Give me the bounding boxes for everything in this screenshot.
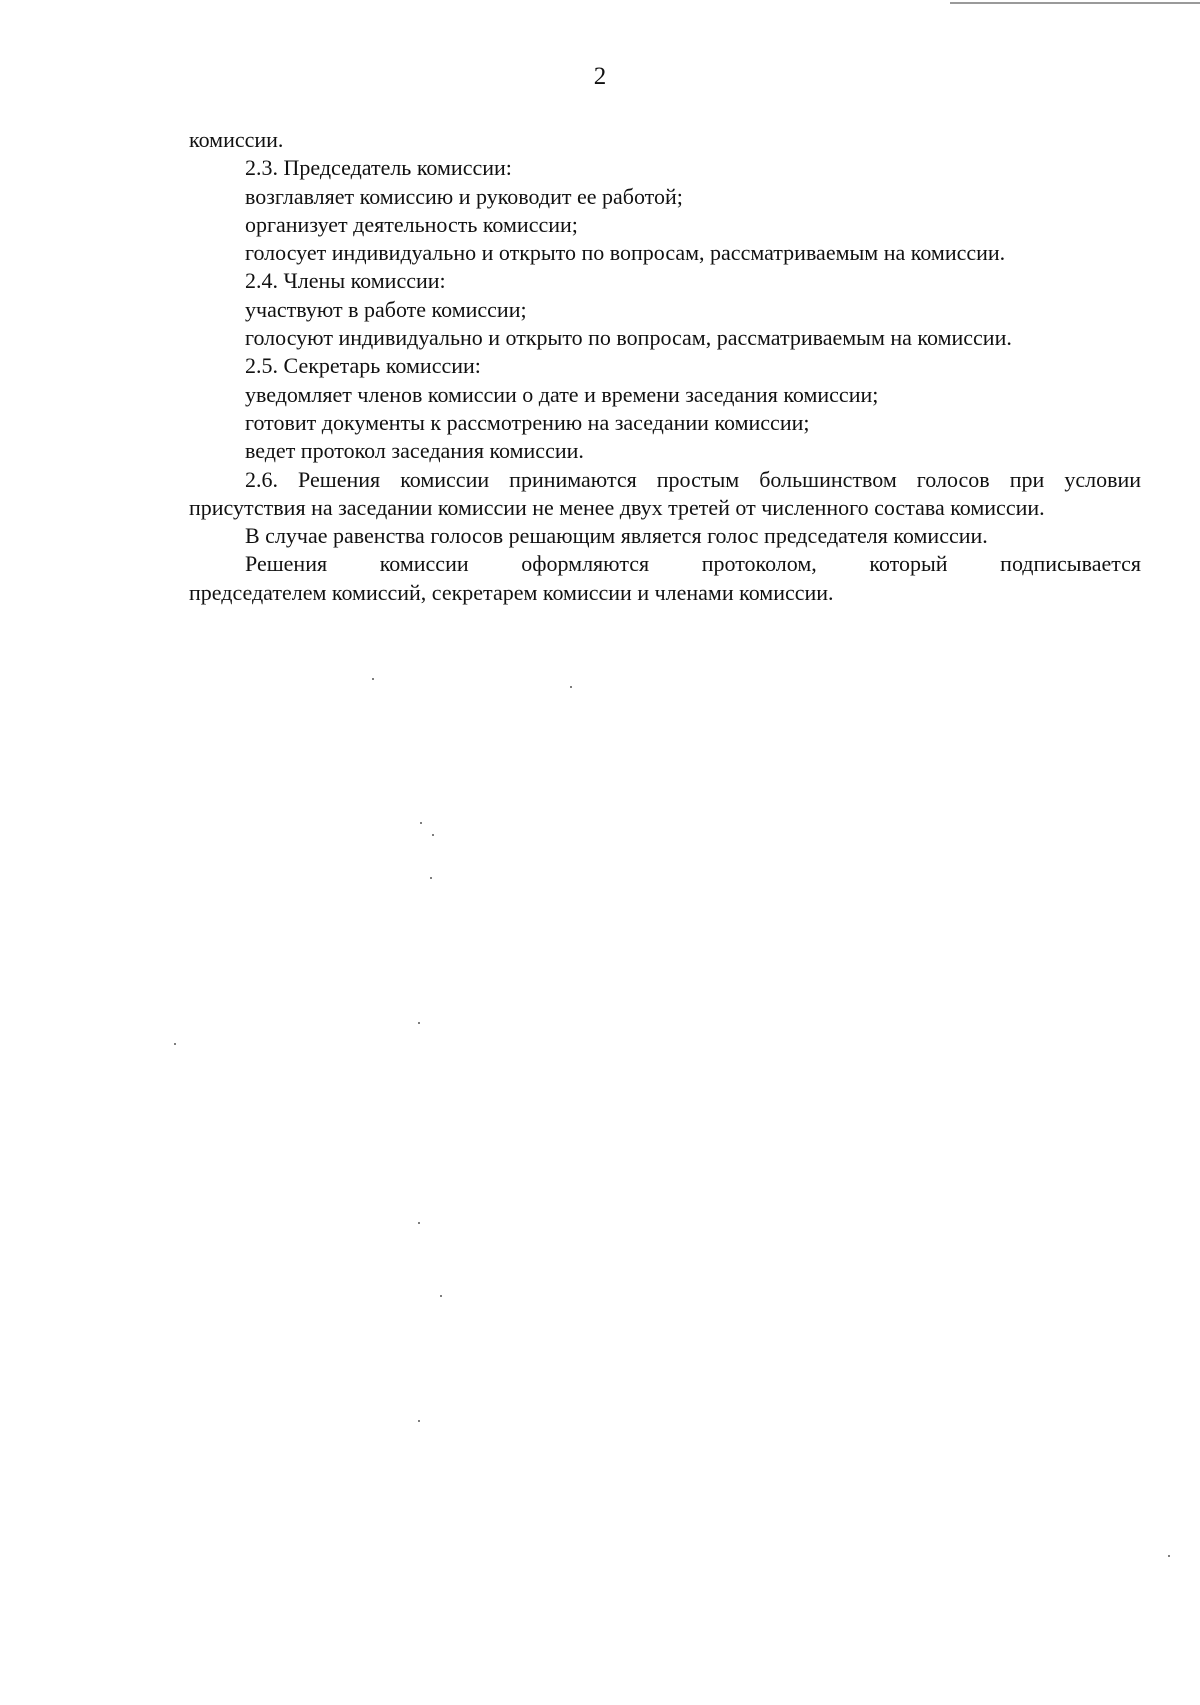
document-body	[189, 126, 1141, 607]
page-number: 2	[593, 63, 607, 90]
scan-speck	[432, 834, 434, 836]
paragraph-protocol-line: Решения комиссии оформляются протоколом, который подписывается	[245, 551, 1141, 577]
scan-speck	[420, 822, 422, 824]
text-line: голосуют индивидуально и открыто по вопросам, рассматриваемым на комиссии.	[245, 325, 1012, 351]
text-line: организует деятельность комиссии;	[245, 211, 578, 237]
scan-speck	[418, 1420, 420, 1422]
scan-speck	[570, 686, 572, 688]
text-line: готовит документы к рассмотрению на заседании комиссии;	[245, 409, 810, 435]
paragraph-2-6: 2.6. Решения комиссии принимаются простым большинством голосов при условии присутствия на заседании комиссии не менее двух третей от численного состава комиссии.	[189, 466, 1141, 520]
scan-speck	[372, 678, 374, 680]
text-line: комиссии.	[189, 127, 284, 152]
text-line: ведет протокол заседания комиссии.	[245, 438, 584, 464]
paragraph-protocol-line: председателем комиссий, секретарем комиссии и членами комиссии.	[189, 579, 834, 605]
scan-speck	[418, 1222, 420, 1224]
section-heading-2-5: 2.5. Секретарь комиссии:	[245, 353, 481, 379]
text-line: возглавляет комиссию и руководит ее работой;	[245, 183, 683, 209]
text-line: голосует индивидуально и открыто по вопросам, рассматриваемым на комиссии.	[245, 240, 1006, 266]
scan-speck	[440, 1295, 442, 1297]
scan-speck	[430, 877, 432, 879]
paragraph-tie-vote: В случае равенства голосов решающим является голос председателя комиссии.	[245, 523, 988, 549]
section-heading-2-4: 2.4. Члены комиссии:	[245, 268, 446, 294]
text-line: участвуют в работе комиссии;	[245, 296, 527, 322]
section-heading-2-3: 2.3. Председатель комиссии:	[245, 155, 512, 181]
scan-speck	[174, 1043, 176, 1045]
scan-speck	[1168, 1555, 1170, 1557]
scan-speck	[418, 1022, 420, 1024]
scan-edge-line	[950, 2, 1200, 4]
text-line: уведомляет членов комиссии о дате и времени заседания комиссии;	[245, 381, 879, 407]
